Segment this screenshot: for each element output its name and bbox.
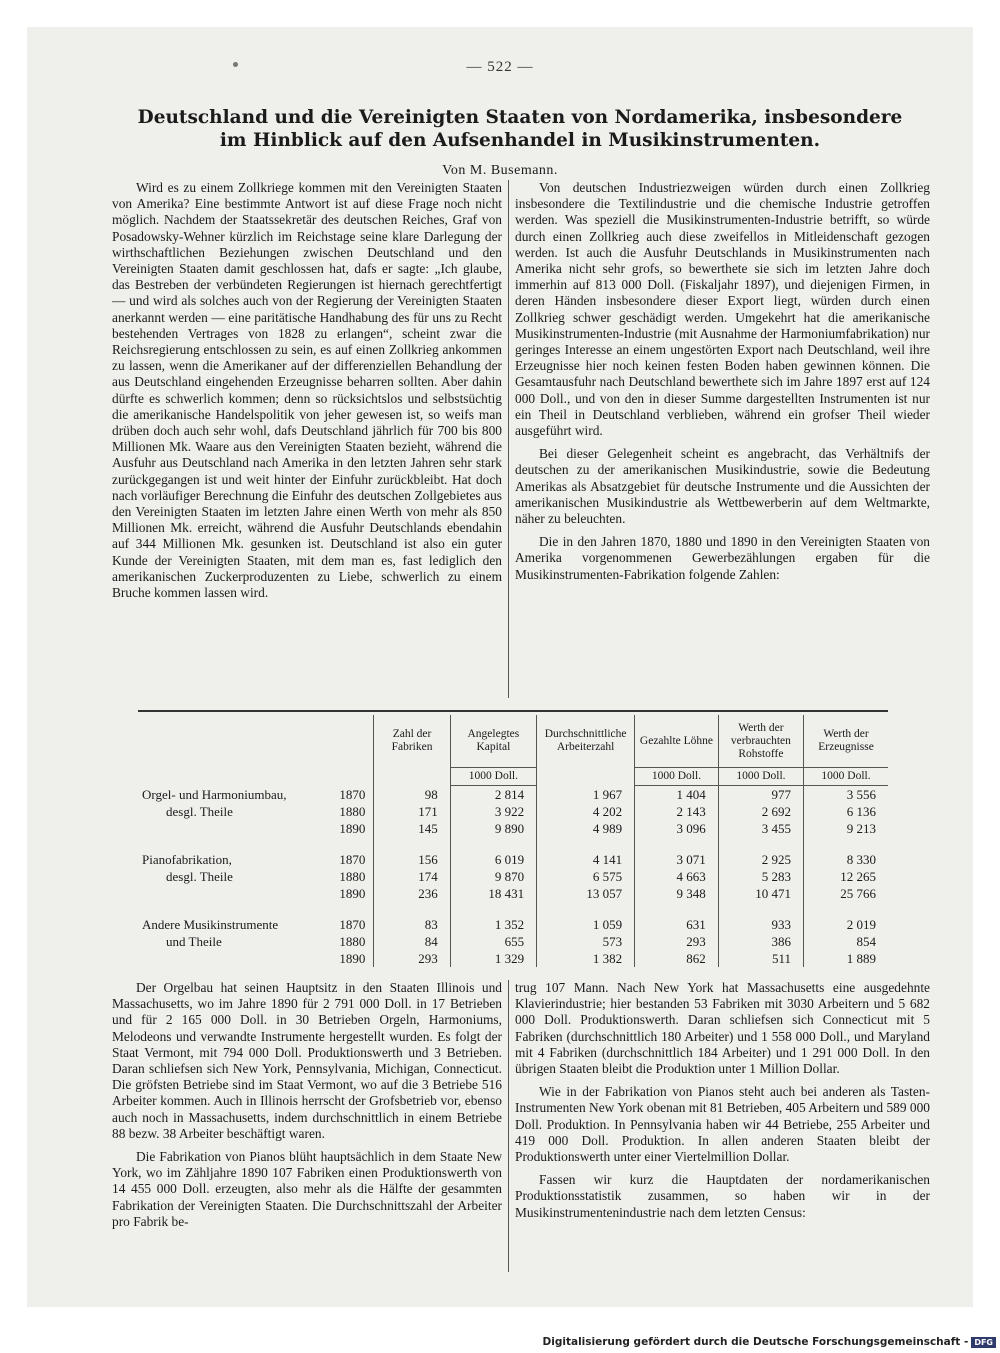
table-cell: 1 967: [537, 786, 635, 804]
table-cell: 10 471: [718, 885, 803, 902]
row-label: Andere Musikinstrumente: [142, 917, 279, 932]
table-cell: 174: [374, 868, 450, 885]
units-spacer: [321, 768, 374, 786]
table-cell: 8 330: [804, 851, 888, 868]
page-number: — 522 —: [466, 59, 534, 75]
table-cell: 2 814: [450, 786, 536, 804]
table-cell: 12 265: [804, 868, 888, 885]
column-divider-bottom: [508, 980, 509, 1272]
table-cell: 1 352: [450, 916, 536, 933]
unit-cell: 1000 Doll.: [450, 768, 536, 786]
column-top-right: [515, 180, 930, 590]
spacer-cell: [537, 837, 635, 851]
table-top-rule: [138, 710, 888, 712]
paragraph: Von deutschen Industriezweigen würden durch einen Zollkrieg insbesondere die Textilindustrie und die chemische Industrie getroffen werden. Was speziell die Musikinstrumenten-Industrie betrifft, so würde durch einen Zollkrieg auch diese zweifellos in Mitleidenschaft gezogen werden. Ist auch die Ausfuhr Deutschlands in Musikinstrumenten nach Amerika nicht sehr grofs, so bewerthete sie sich im letzten Jahre doch immerhin auf 813 000 Doll. (Fiskaljahr 1897), und diejenigen Firmen, in deren Händen insbesondere dieser Export liegt, würden durch einen Zollkrieg schwer geschädigt werden. Umgekehrt hat die amerikanische Musikinstrumenten-Industrie (mit Ausnahme der Harmoniumfabrikation) nur geringes Interesse an einem ungestörten Export nach Deutschland, weil ihre Erzeugnisse hier noch keinen festen Boden haben gewinnen können. Die Gesamtausfuhr nach Deutschland bewerthete sich im Jahre 1897 erst auf 124 000 Doll., und von den in dieser Summe dargestellten Instrumenten ist nur ein Theil in Deutschland verblieben, während ein grofser Theil wieder ausgeführt wird.: [515, 180, 930, 439]
row-label: Orgel- und Harmoniumbau,: [142, 786, 287, 802]
table-cell: 2 925: [718, 851, 803, 868]
table-cell: 83: [374, 916, 450, 933]
table-cell: 84: [374, 933, 450, 950]
row-year: 1870: [339, 786, 366, 802]
spacer-cell: [804, 837, 888, 851]
units-row: [138, 768, 888, 786]
header-cell: Angelegtes Kapital: [450, 715, 536, 768]
title-line-1: Deutschland und die Vereinigten Staaten von Nordamerika, insbesondere: [137, 107, 903, 128]
column-bottom-right: [515, 980, 930, 1228]
table-cell: 293: [635, 933, 719, 950]
table-cell: 98: [374, 786, 450, 804]
spacer-cell: [718, 902, 803, 916]
row-label: und Theile: [166, 934, 222, 949]
row-label: [138, 885, 321, 902]
spacer-cell: [321, 902, 374, 916]
table-cell: 3 455: [718, 820, 803, 837]
statistics-table: [138, 715, 888, 967]
row-year: 1890: [339, 886, 366, 901]
spacer-cell: [537, 902, 635, 916]
table-cell: 3 096: [635, 820, 719, 837]
paragraph: Wird es zu einem Zollkriege kommen mit den Vereinigten Staaten von Amerika? Eine bestimmte Antwort ist auf diese Frage noch nicht möglich. Nachdem der Staatssekretär des deutschen Reiches, Graf von Posadowsky-Wehner kürzlich im Reichstage seine klare Darlegung der wirthschaftlichen Beziehungen zwischen Deutschland und den Vereinigten Staaten damit geschlossen hat, dafs er sagte: „Ich glaube, das Bestreben der verbündeten Regierungen ist hiernach gerechtfertigt — und wird als solches auch von der Regierung der Vereinigten Staaten anerkannt werden — eine paritätische Handhabung des für uns zu Recht bestehenden Vertrages von 1828 zu erlangen“, scheint zwar die Reichsregierung entschlossen zu sein, es auf einen Zollkrieg ankommen zu lassen, wenn die Amerikaner auf der differenziellen Behandlung der aus Deutschland eingehenden Erzeugnisse beharren sollten. Aber dahin dürfte es schwerlich kommen; denn so rücksichtslos und selbstsüchtig die amerikanische Handelspolitik von jeher gewesen ist, so weifs man drüben doch auch sehr wohl, dafs Deutschland jährlich für 700 bis 800 Millionen Mk. Waare aus den Vereinigten Staaten bezieht, während die Ausfuhr aus Deutschland nach Amerika in den letzten Jahren sehr stark zurückgegangen ist und weit hinter der Einfuhr zurückbleibt. Hat doch nach vorläufiger Berechnung die Einfuhr des deutschen Zollgebietes aus den Vereinigten Staaten im letzten Jahre einen Werth von mehr als 850 Millionen Mk. erreicht, während die Ausfuhr Deutschlands ebendahin auf 344 Millionen Mk. gesunken ist. Deutschland ist also ein guter Kunde der Vereinigten Staaten, mit dem man es, fast lediglich den amerikanischen Zuckerproduzenten zu Liebe, schwerlich zu einem Bruche kommen lassen wird.: [112, 180, 502, 601]
footer-text: Digitalisierung gefördert durch die Deutsche Forschungsgemeinschaft -: [542, 1336, 969, 1348]
table-row: [138, 916, 888, 933]
table-cell: 1 889: [804, 950, 888, 967]
paragraph: trug 107 Mann. Nach New York hat Massachusetts eine ausgedehnte Klavierindustrie; hier bestanden 53 Fabriken mit 3030 Arbeitern und 5 682 000 Doll. Produktionswerth. Daran schliefsen sich Connecticut mit 5 Fabriken (durchschnittlich 180 Arbeiter) und 1 558 000 Doll., und Maryland mit 4 Fabriken (durchschnittlich 184 Arbeiter) und 1 291 000 Doll. In den übrigen Staaten bleibt die Produktion unter 1 Million Dollar.: [515, 980, 930, 1077]
table-cell: 145: [374, 820, 450, 837]
spacer-cell: [321, 837, 374, 851]
row-label: [138, 820, 321, 837]
table-cell: 933: [718, 916, 803, 933]
row-year: 1890: [339, 951, 366, 966]
table-row: [138, 885, 888, 902]
row-label: [138, 950, 321, 967]
table-cell: 2 019: [804, 916, 888, 933]
table-cell: 2 692: [718, 803, 803, 820]
paragraph: Die Fabrikation von Pianos blüht hauptsächlich in dem Staate New York, wo im Zähljahre 1890 107 Fabriken einen Produktionswerth von 14 455 000 Doll. erzeugten, also mehr als die Hälfte der gesammten Fabrikation der Vereinigten Staaten. Die Durchschnittszahl der Arbeiter pro Fabrik be-: [112, 1149, 502, 1229]
table-cell: 5 283: [718, 868, 803, 885]
table-cell: 4 663: [635, 868, 719, 885]
table-cell: 1 329: [450, 950, 536, 967]
row-year: 1870: [339, 852, 366, 867]
table-cell: 4 202: [537, 803, 635, 820]
table-cell: 655: [450, 933, 536, 950]
row-year: 1880: [339, 869, 366, 884]
header-year-col: [321, 715, 374, 768]
paragraph: Der Orgelbau hat seinen Hauptsitz in den Staaten Illinois und Massachusetts, wo im Jahre 1890 für 2 791 000 Doll. in 17 Betrieben und für 2 165 000 Doll. in 30 Betrieben Orgeln, Harmoniums, Melodeons und verwandte Instrumente hergestellt wurden. Es folgt der Staat Vermont, mit 794 000 Doll. Produktionswerth und 3 Betrieben. Daran schliefsen sich New York, Pennsylvania, Michigan, Connecticut. Die gröfsten Betriebe sind im Staat Vermont, wo auf die 3 Betriebe 516 Arbeiter kommen. Auch in Illinois herrscht der Grofsbetrieb vor, ebenso auch noch in Massachusetts, indem durchschnittlich in einem Betriebe 88 bezw. 38 Arbeiter beschäftigt waren.: [112, 980, 502, 1141]
row-year: 1880: [339, 804, 366, 819]
group-spacer: [138, 902, 888, 916]
spacer-cell: [635, 902, 719, 916]
table-cell: 854: [804, 933, 888, 950]
table-cell: 9 870: [450, 868, 536, 885]
table-row: [138, 868, 888, 885]
author-line: Von M. Busemann.: [442, 163, 558, 178]
table-cell: 9 890: [450, 820, 536, 837]
table-cell: 25 766: [804, 885, 888, 902]
table-cell: 3 071: [635, 851, 719, 868]
header-cell: Gezahlte Löhne: [635, 715, 719, 768]
spacer-cell: [718, 837, 803, 851]
table-cell: 1 382: [537, 950, 635, 967]
row-year: 1890: [339, 821, 366, 836]
unit-cell: 1000 Doll.: [718, 768, 803, 786]
unit-cell: 1000 Doll.: [635, 768, 719, 786]
table-row: [138, 933, 888, 950]
header-cell: Werth der verbrauchten Rohstoffe: [718, 715, 803, 768]
table-cell: 1 404: [635, 786, 719, 804]
row-label: desgl. Theile: [166, 869, 233, 884]
column-top-left: [112, 180, 502, 608]
table-cell: 9 348: [635, 885, 719, 902]
table-cell: 6 019: [450, 851, 536, 868]
table-row: [138, 820, 888, 837]
title-line-2: im Hinblick auf den Aufsenhandel in Musikinstrumenten.: [219, 130, 821, 151]
table-cell: 4 989: [537, 820, 635, 837]
header-cell: Durchschnittliche Arbeiterzahl: [537, 715, 635, 768]
row-label: Pianofabrikation,: [142, 852, 232, 867]
column-bottom-left: [112, 980, 502, 1237]
table-cell: 1 059: [537, 916, 635, 933]
spacer-cell: [635, 837, 719, 851]
paragraph: Wie in der Fabrikation von Pianos steht auch bei anderen als Tasten-Instrumenten New York obenan mit 81 Betrieben, 405 Arbeitern und 589 000 Doll. Produktion. In Pennsylvania haben wir 44 Betriebe, 255 Arbeiter und 419 000 Doll. Produktion. In allen anderen Staaten bleibt der Produktionswerth unter einer Viertelmillion Dollar.: [515, 1084, 930, 1165]
table-cell: 3 922: [450, 803, 536, 820]
table-header-row: [138, 715, 888, 768]
table-row: [138, 950, 888, 967]
table-row: [138, 851, 888, 868]
spacer-cell: [450, 837, 536, 851]
footer-credit: [543, 1336, 996, 1348]
row-year: 1870: [339, 917, 366, 932]
table-cell: 171: [374, 803, 450, 820]
table-cell: 2 143: [635, 803, 719, 820]
column-divider-top: [508, 180, 509, 698]
table-cell: 13 057: [537, 885, 635, 902]
table-cell: 9 213: [804, 820, 888, 837]
table-cell: 862: [635, 950, 719, 967]
table-cell: 977: [718, 786, 803, 804]
table-cell: 386: [718, 933, 803, 950]
article-title: [80, 106, 960, 152]
header-cell: Werth der Erzeugnisse: [804, 715, 888, 768]
table-cell: 18 431: [450, 885, 536, 902]
table-body: [138, 768, 888, 968]
group-spacer: [138, 837, 888, 851]
table-cell: 511: [718, 950, 803, 967]
row-year: 1880: [339, 934, 366, 949]
units-spacer: [138, 768, 321, 786]
paragraph: Bei dieser Gelegenheit scheint es angebracht, das Verhältnifs der deutschen zu der amerikanischen Musikindustrie, sowie die Bedeutung Amerikas als Absatzgebiet für deutsche Instrumente und die Aussichten der amerikanischen Musikindustrie als Wettbewerberin auf dem Weltmarkte, näher zu beleuchten.: [515, 446, 930, 527]
unit-cell: [537, 768, 635, 786]
table-row: [138, 786, 888, 804]
spacer-cell: [804, 902, 888, 916]
header-label-col: [138, 715, 321, 768]
table-row: [138, 803, 888, 820]
dfg-logo: DFG: [971, 1337, 996, 1348]
table-cell: 4 141: [537, 851, 635, 868]
table-cell: 631: [635, 916, 719, 933]
spacer-cell: [450, 902, 536, 916]
row-label: desgl. Theile: [166, 804, 233, 819]
header-cell: Zahl der Fabriken: [374, 715, 450, 768]
paragraph: Fassen wir kurz die Hauptdaten der nordamerikanischen Produktionsstatistik zusammen, so haben wir in der Musikinstrumentenindustrie nach dem letzten Census:: [515, 1172, 930, 1220]
table-cell: 3 556: [804, 786, 888, 804]
paragraph: Die in den Jahren 1870, 1880 und 1890 in den Vereinigten Staaten von Amerika vorgenommenen Gewerbezählungen ergaben für die Musikinstrumenten-Fabrikation folgende Zahlen:: [515, 534, 930, 582]
spacer-cell: [138, 902, 321, 916]
table-cell: 6 136: [804, 803, 888, 820]
spacer-cell: [374, 902, 450, 916]
unit-cell: [374, 768, 450, 786]
table-cell: 573: [537, 933, 635, 950]
table-cell: 6 575: [537, 868, 635, 885]
table-cell: 293: [374, 950, 450, 967]
table-cell: 236: [374, 885, 450, 902]
table-cell: 156: [374, 851, 450, 868]
unit-cell: 1000 Doll.: [804, 768, 888, 786]
spacer-cell: [374, 837, 450, 851]
spacer-cell: [138, 837, 321, 851]
